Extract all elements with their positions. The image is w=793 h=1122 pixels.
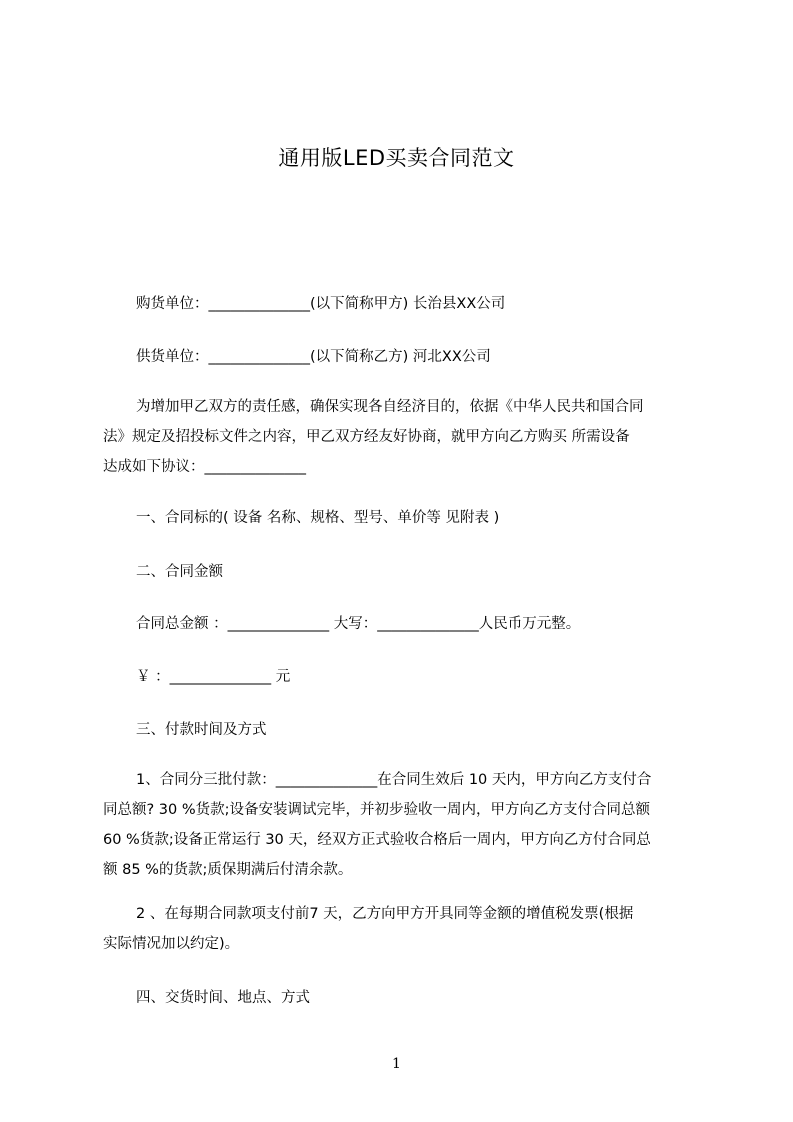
payment-1-line-1 (103, 765, 703, 795)
seller-label: 供货单位： (136, 349, 209, 365)
intro-line-1-text: 为增加甲乙双方的责任感，确保实现各自经济目的，依据《中华人民共和国合同 (136, 399, 644, 415)
intro-paragraph (103, 392, 703, 482)
payment-2-line-2: 实际情况加以约定)。 (103, 936, 240, 952)
buyer-blank: ______________ (208, 296, 310, 312)
document-title: 通用版LED买卖合同范文 (278, 146, 515, 170)
seller-suffix: (以下简称乙方) 河北XX公司 (310, 349, 491, 365)
payment-2-line-1-text: 2 、在每期合同款项支付前7 天，乙方向甲方开具同等金额的增值税发票(根据 (136, 906, 634, 922)
payment-clause-1 (103, 765, 703, 885)
payment-1-line-3: 60 %货款;设备正常运行 30 天，经双方正式验收合格后一周内，甲方向乙方付合同总 (103, 832, 651, 848)
payment-1-line-2: 同总额? 30 %货款;设备安装调试完毕，并初步验收一周内，甲方向乙方支付合同总额 (103, 802, 651, 818)
buyer-suffix: (以下简称甲方) 长治县XX公司 (310, 296, 506, 312)
intro-line-3: 达成如下协议：______________ (103, 459, 306, 475)
payment-1-line-4: 额 85 %的货款;质保期满后付清余款。 (103, 862, 353, 878)
seller-line (136, 345, 491, 366)
buyer-line (136, 292, 505, 313)
section-1-heading: 一、合同标的( 设备 名称、规格、型号、单价等 见附表 ) (136, 510, 500, 526)
section-3-heading: 三、付款时间及方式 (136, 722, 267, 738)
contract-amount-line: 合同总金额 ：______________ 大写：______________人民币万元整。 (136, 616, 581, 632)
payment-1-line-1-text: 1、合同分三批付款：______________在合同生效后 10 天内，甲方向乙方支付合 (136, 772, 652, 788)
section-2-heading: 二、合同金额 (136, 564, 223, 580)
seller-blank: ______________ (208, 349, 310, 365)
buyer-label: 购货单位： (136, 296, 209, 312)
yuan-amount-line: ￥ ：______________ 元 (136, 669, 291, 685)
intro-line-1 (103, 392, 703, 422)
section-4-heading: 四、交货时间、地点、方式 (136, 990, 310, 1006)
payment-clause-2 (103, 899, 703, 959)
intro-line-2: 法》规定及招投标文件之内容，甲乙双方经友好协商，就甲方向乙方购买 所需设备 (103, 429, 630, 445)
page-number: 1 (392, 1056, 401, 1072)
payment-2-line-1 (103, 899, 703, 929)
